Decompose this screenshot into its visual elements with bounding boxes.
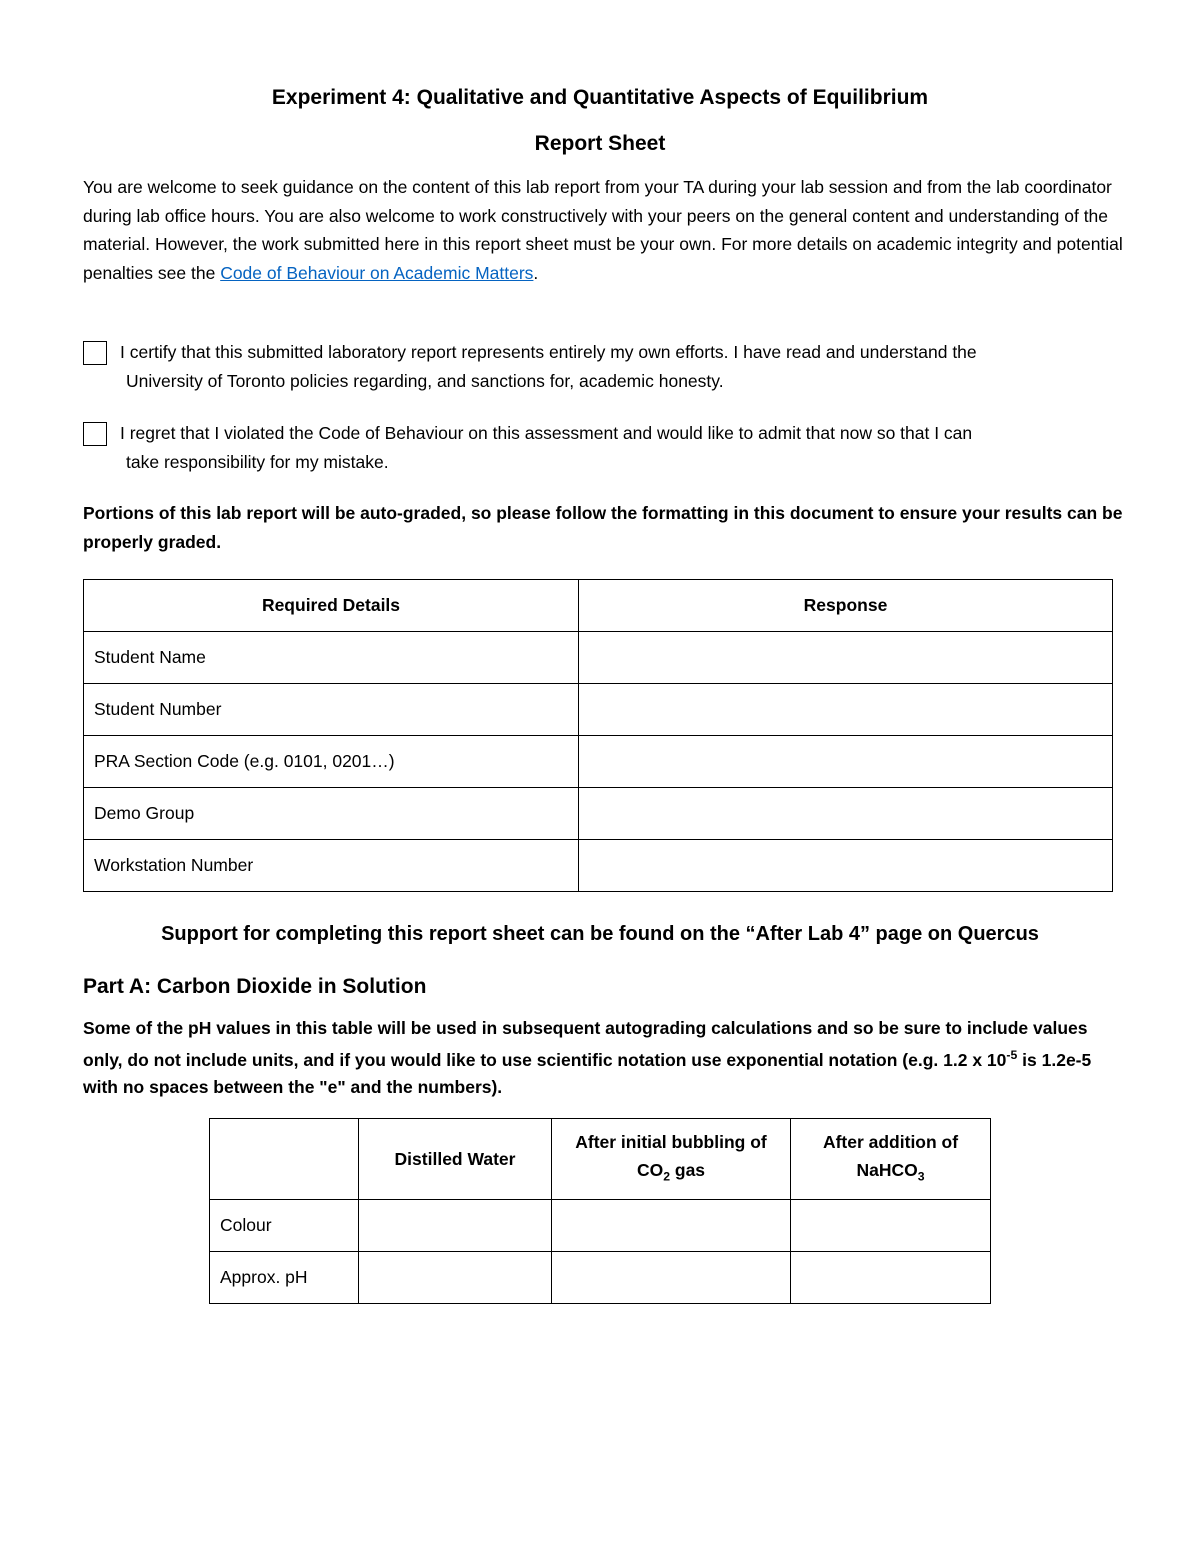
- ph-nahco3-cell[interactable]: [791, 1252, 991, 1304]
- autograde-notice: Portions of this lab report will be auto-graded, so please follow the formatting in this document to ensure your results can be properly graded.: [83, 503, 1123, 552]
- table-row: [210, 1252, 991, 1304]
- details-header-required: Required Details: [84, 580, 579, 632]
- colour-nahco3-cell[interactable]: [791, 1200, 991, 1252]
- regret-line-1: I regret that I violated the Code of Behaviour on this assessment and would like to admit that now so that I can: [120, 423, 973, 443]
- colour-distilled-water-cell[interactable]: [359, 1200, 552, 1252]
- document-subtitle: Report Sheet: [534, 132, 666, 155]
- ph-row-label-approx-ph: Approx. pH: [210, 1252, 359, 1304]
- student-number-response[interactable]: [579, 684, 1113, 736]
- part-a-note: [83, 1015, 1123, 1101]
- pra-section-response[interactable]: [579, 736, 1113, 788]
- ph-header-co2-bubbling: [552, 1119, 791, 1200]
- regret-text: [120, 419, 1120, 476]
- part-a-heading: Part A: Carbon Dioxide in Solution: [83, 975, 427, 998]
- ph-distilled-water-cell[interactable]: [359, 1252, 552, 1304]
- details-header-response: Response: [579, 580, 1113, 632]
- details-label-workstation: Workstation Number: [84, 840, 579, 892]
- support-line: Support for completing this report sheet can be found on the “After Lab 4” page on Quercus: [161, 923, 1039, 945]
- table-row: [84, 684, 1113, 736]
- ph-header-nahco3-line1: After addition of: [822, 1131, 959, 1152]
- details-label-student-number: Student Number: [84, 684, 579, 736]
- demo-group-response[interactable]: [579, 788, 1113, 840]
- document-title: Experiment 4: Qualitative and Quantitative Aspects of Equilibrium: [271, 86, 929, 109]
- intro-text: You are welcome to seek guidance on the content of this lab report from your TA during your lab session and from the lab coordinator during lab office hours. You are also welcome to work constructively with your peers on the general content and understanding of the material. However, the work submitted here in this report sheet must be your own. For more details on academic integrity and potential penalties see the: [83, 177, 1123, 284]
- table-row: [84, 788, 1113, 840]
- certify-line-2: University of Toronto policies regarding, and sanctions for, academic honesty.: [126, 370, 724, 391]
- table-row: [210, 1200, 991, 1252]
- details-label-demo-group: Demo Group: [84, 788, 579, 840]
- intro-end: .: [533, 263, 539, 284]
- details-header-row: [84, 580, 1113, 632]
- intro-paragraph: [83, 173, 1123, 288]
- ph-header-empty: [210, 1119, 359, 1200]
- ph-header-nahco3-sub: 3: [917, 1169, 925, 1184]
- table-row: [84, 840, 1113, 892]
- part-a-note-exponent: -5: [1006, 1048, 1018, 1062]
- colour-co2-cell[interactable]: [552, 1200, 791, 1252]
- ph-header-nahco3-pre: NaHCO: [856, 1159, 918, 1180]
- ph-header-distilled-water: Distilled Water: [359, 1119, 552, 1200]
- required-details-table: [83, 579, 1113, 892]
- code-of-behaviour-link[interactable]: Code of Behaviour on Academic Matters: [220, 263, 534, 284]
- student-name-response[interactable]: [579, 632, 1113, 684]
- ph-header-co2-post: gas: [670, 1159, 706, 1180]
- certify-checkbox[interactable]: [83, 341, 107, 365]
- part-a-note-text-2: is 1.2e-5 with no spaces between the "e" and the numbers).: [83, 1049, 1092, 1097]
- table-row: [84, 632, 1113, 684]
- ph-co2-cell[interactable]: [552, 1252, 791, 1304]
- ph-header-co2-line1: After initial bubbling of: [575, 1131, 767, 1152]
- ph-header-row: [210, 1119, 991, 1200]
- ph-header-co2-pre: CO: [636, 1159, 664, 1180]
- ph-row-label-colour: Colour: [210, 1200, 359, 1252]
- regret-line-2: take responsibility for my mistake.: [126, 451, 389, 472]
- certify-text: [120, 338, 1120, 395]
- table-row: [84, 736, 1113, 788]
- ph-header-nahco3: [791, 1119, 991, 1200]
- workstation-response[interactable]: [579, 840, 1113, 892]
- certify-line-1: I certify that this submitted laboratory report represents entirely my own efforts. I have read and understand the: [120, 342, 977, 362]
- details-label-pra-section: PRA Section Code (e.g. 0101, 0201…): [84, 736, 579, 788]
- ph-header-co2-sub: 2: [663, 1169, 671, 1184]
- details-label-student-name: Student Name: [84, 632, 579, 684]
- ph-table: [209, 1118, 991, 1304]
- regret-checkbox[interactable]: [83, 422, 107, 446]
- part-a-note-text-1: Some of the pH values in this table will be used in subsequent autograding calculations and so be sure to include values only, do not include units, and if you would like to use scientific notation use exponential notation (e.g. 1.2 x 10: [83, 1018, 1088, 1070]
